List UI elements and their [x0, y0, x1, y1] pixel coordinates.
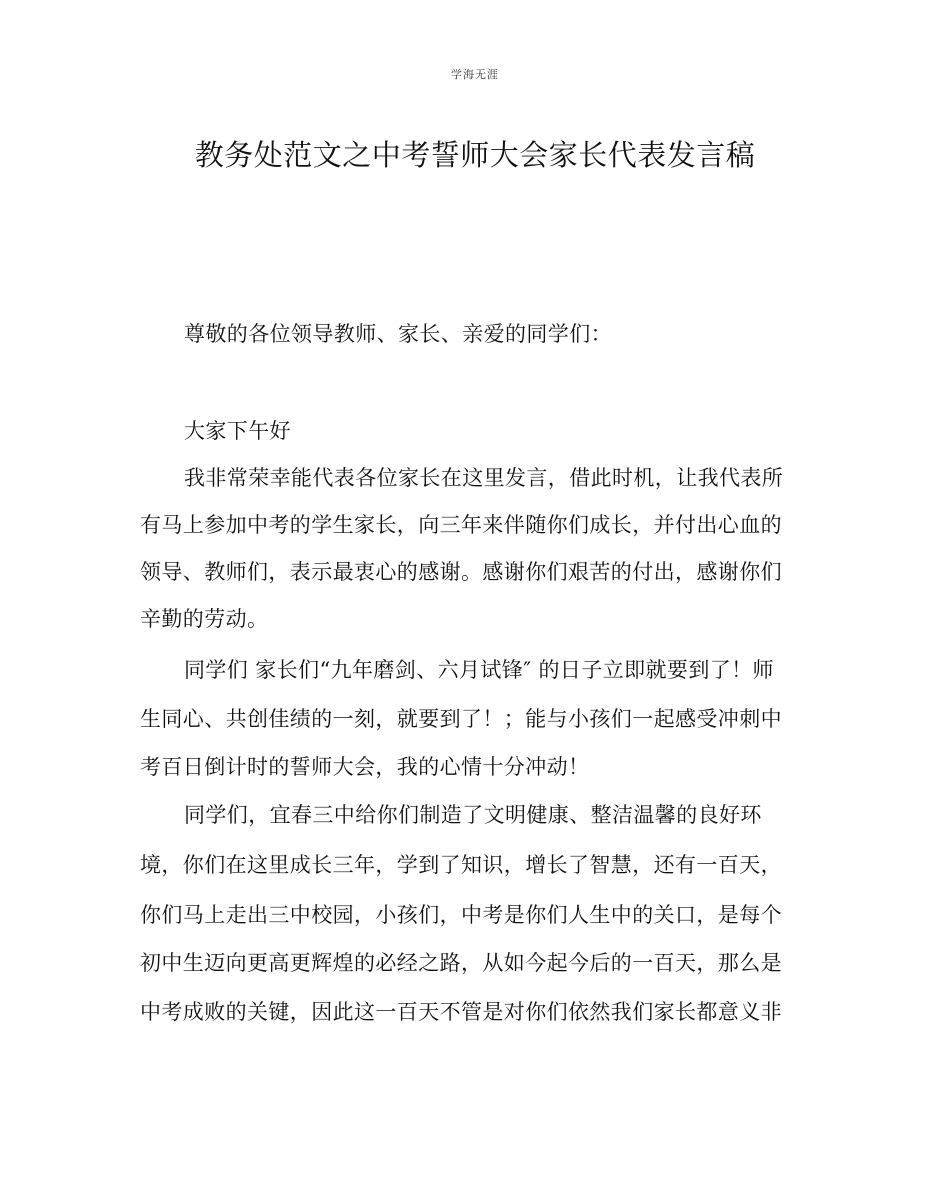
paragraph-line: 同学们，宜春三中给你们制造了文明健康、整洁温馨的良好环: [184, 803, 762, 827]
salutation-line: 尊敬的各位领导教师、家长、亲爱的同学们：: [184, 322, 612, 346]
page-header: 学海无涯: [451, 68, 499, 81]
document-title: 教务处范文之中考誓师大会家长代表发言稿: [194, 138, 756, 172]
paragraph-line: 辛勤的劳动。: [140, 607, 269, 631]
paragraph-line: 我非常荣幸能代表各位家长在这里发言，借此时机，让我代表所: [184, 466, 784, 490]
paragraph-line: 同学们 家长们“九年磨剑、六月试锋″ 的日子立即就要到了！师: [184, 658, 774, 682]
greeting-line: 大家下午好: [184, 419, 291, 443]
paragraph-line: 有马上参加中考的学生家长，向三年来伴随你们成长，并付出心血的: [140, 513, 782, 537]
paragraph-line: 你们马上走出三中校园，小孩们，中考是你们人生中的关口，是每个: [140, 903, 782, 927]
paragraph-line: 生同心、共创佳绩的一刻，就要到了！；能与小孩们一起感受冲刺中: [140, 707, 782, 731]
paragraph-line: 初中生迈向更高更辉煌的必经之路，从如今起今后的一百天，那么是: [140, 951, 782, 975]
paragraph-line: 境，你们在这里成长三年，学到了知识，增长了智慧，还有一百天，: [140, 853, 782, 877]
paragraph-line: 考百日倒计时的誓师大会，我的心情十分冲动！: [140, 755, 590, 779]
paragraph-line: 中考成败的关键，因此这一百天不管是对你们依然我们家长都意义非: [140, 1000, 782, 1024]
paragraph-line: 领导、教师们，表示最衷心的感谢。感谢你们艰苦的付出，感谢你们: [140, 560, 782, 584]
